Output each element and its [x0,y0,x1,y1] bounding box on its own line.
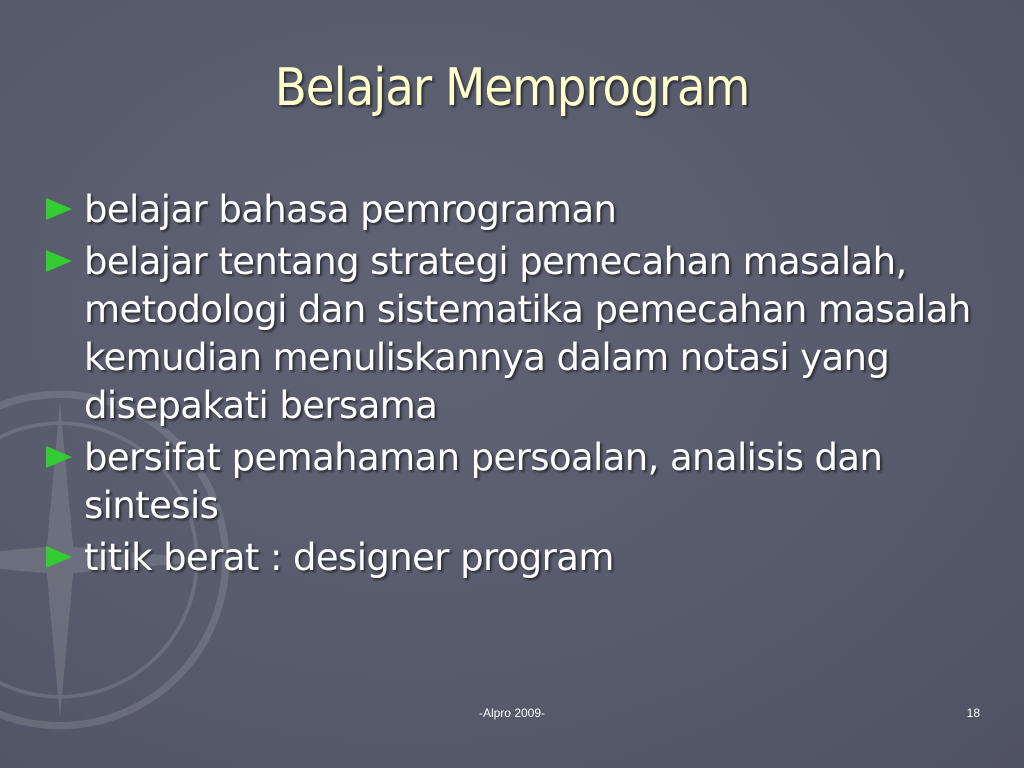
bullet-text: titik berat : designer program [84,536,614,579]
page-number: 18 [966,706,980,720]
green-triangle-arrow-icon [46,446,72,468]
bullet-item [46,434,996,530]
slide-title: Belajar Memprogram [274,58,750,118]
footer-label: -Alpro 2009- [478,706,546,720]
bullet-text: belajar bahasa pemrograman [84,188,617,231]
green-triangle-arrow-icon [46,198,72,220]
bullet-text: bersifat pemahaman persoalan, analisis dan sintesis [84,436,883,527]
bullet-item [46,186,996,234]
bullet-item [46,238,996,430]
green-triangle-arrow-icon [46,546,72,568]
bullet-list [46,186,996,586]
green-triangle-arrow-icon [46,250,72,272]
bullet-item [46,534,996,582]
bullet-text: belajar tentang strategi pemecahan masalah, metodologi dan sistematika pemecahan masalah kemudian menuliskannya dalam notasi yang disepakati bersama [84,240,971,427]
